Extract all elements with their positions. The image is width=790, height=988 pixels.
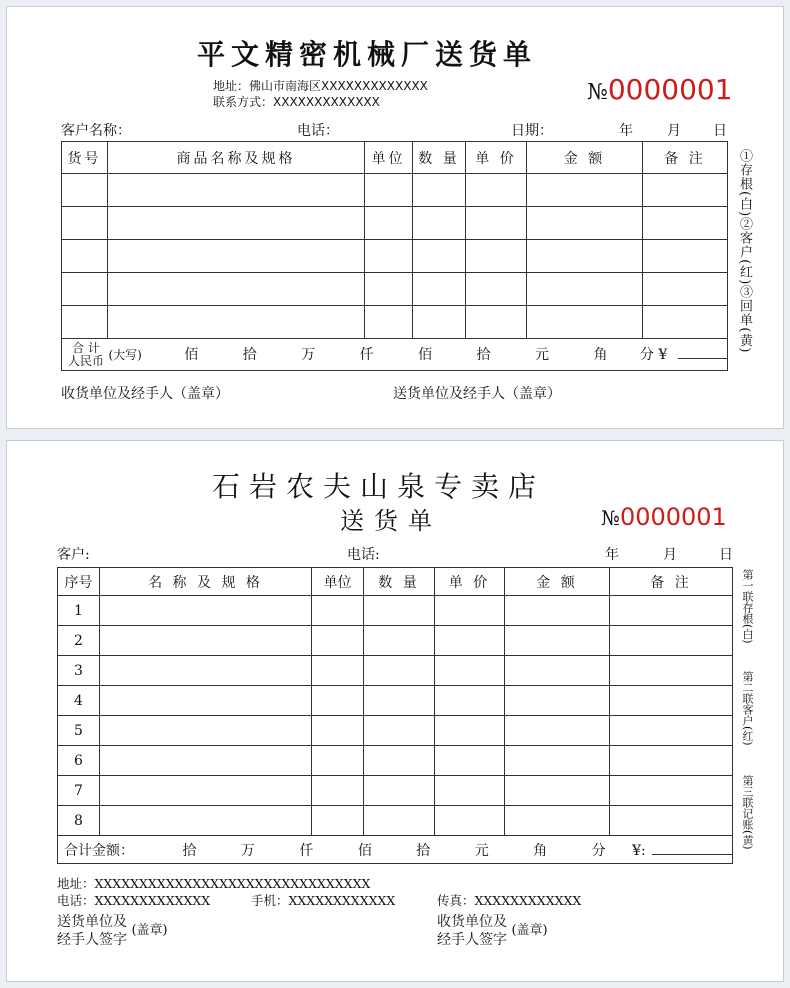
- table-cell[interactable]: [365, 273, 413, 306]
- table-row: [58, 686, 733, 716]
- table-cell[interactable]: [62, 207, 108, 240]
- table-cell[interactable]: [100, 746, 312, 776]
- form2-total-row: [58, 836, 733, 864]
- table-row: [58, 806, 733, 836]
- table-cell[interactable]: [364, 806, 435, 836]
- form2-serial-prefix: №: [601, 506, 620, 530]
- table-row: [58, 776, 733, 806]
- form2-sender-sign-line1: 送货单位及: [57, 914, 127, 930]
- form1-customer-label: 客户名称：: [61, 123, 131, 139]
- table-cell[interactable]: [643, 174, 728, 207]
- form2-fax: 传真：XXXXXXXXXXXX: [437, 893, 582, 908]
- table-cell[interactable]: [505, 686, 610, 716]
- form2-serial: [601, 503, 727, 531]
- form2-receiver-sign-line1: 收货单位及: [437, 914, 507, 930]
- table-cell[interactable]: [505, 596, 610, 626]
- table-cell[interactable]: [466, 174, 527, 207]
- form2-copy-note-2: 第二联客户(红): [741, 671, 754, 746]
- table-cell[interactable]: [505, 746, 610, 776]
- form1-total-cell: [62, 339, 728, 371]
- form1-serial: [587, 73, 733, 106]
- form1-amount-blank[interactable]: [678, 358, 728, 359]
- form1-col-header: 单位: [365, 142, 413, 174]
- form2-customer-label: 客户:: [57, 547, 90, 563]
- table-row: [62, 306, 728, 339]
- form1-address: 地址：佛山市南海区XXXXXXXXXXXXX: [213, 79, 428, 93]
- delivery-note-form-1: [6, 6, 784, 429]
- table-cell[interactable]: [527, 240, 643, 273]
- table-cell[interactable]: [610, 626, 733, 656]
- table-cell[interactable]: [364, 596, 435, 626]
- row-number: 3: [58, 656, 100, 686]
- table-cell[interactable]: [527, 306, 643, 339]
- table-cell[interactable]: [108, 306, 365, 339]
- table-cell[interactable]: [100, 596, 312, 626]
- table-cell[interactable]: [312, 656, 364, 686]
- table-cell[interactable]: [643, 207, 728, 240]
- table-cell[interactable]: [413, 207, 466, 240]
- table-cell[interactable]: [365, 174, 413, 207]
- table-cell[interactable]: [312, 626, 364, 656]
- table-row: [62, 207, 728, 240]
- table-cell[interactable]: [312, 746, 364, 776]
- table-cell[interactable]: [505, 806, 610, 836]
- table-cell[interactable]: [100, 686, 312, 716]
- form2-total-label: 合计金额：: [64, 842, 134, 859]
- delivery-note-form-2: [6, 440, 784, 982]
- form2-address: 地址：XXXXXXXXXXXXXXXXXXXXXXXXXXXXXXX: [57, 876, 371, 891]
- form2-copy-note-1: 第一联存根(白): [741, 569, 754, 644]
- form2-serial-number: 0000001: [619, 503, 727, 531]
- table-cell[interactable]: [108, 240, 365, 273]
- form1-contact: 联系方式：XXXXXXXXXXXXX: [213, 95, 380, 109]
- table-cell[interactable]: [108, 207, 365, 240]
- form2-mobile: 手机：XXXXXXXXXXXX: [251, 893, 396, 908]
- table-cell[interactable]: [610, 806, 733, 836]
- form2-col-header: 备 注: [610, 568, 733, 596]
- amount-unit: 拾: [476, 346, 491, 363]
- form2-date-year: 年: [605, 547, 619, 563]
- table-cell[interactable]: [364, 626, 435, 656]
- table-cell[interactable]: [312, 806, 364, 836]
- table-cell[interactable]: [413, 174, 466, 207]
- table-cell[interactable]: [413, 273, 466, 306]
- table-row: [58, 596, 733, 626]
- table-cell[interactable]: [527, 174, 643, 207]
- table-cell[interactable]: [100, 776, 312, 806]
- row-number: 4: [58, 686, 100, 716]
- form1-serial-number: 0000001: [607, 73, 733, 106]
- table-cell[interactable]: [505, 776, 610, 806]
- table-cell[interactable]: [100, 806, 312, 836]
- table-cell[interactable]: [610, 596, 733, 626]
- table-cell[interactable]: [312, 686, 364, 716]
- amount-unit: 仟: [299, 842, 314, 859]
- row-number: 2: [58, 626, 100, 656]
- table-cell[interactable]: [108, 273, 365, 306]
- table-cell[interactable]: [505, 656, 610, 686]
- table-row: [58, 656, 733, 686]
- table-cell[interactable]: [435, 656, 505, 686]
- amount-unit: 角: [593, 346, 608, 363]
- form1-col-header: 备 注: [643, 142, 728, 174]
- form1-date-label: 日期：: [511, 123, 553, 139]
- form2-col-header: 名 称 及 规 格: [100, 568, 312, 596]
- table-row: [58, 746, 733, 776]
- form2-table-header: [58, 568, 733, 596]
- table-cell[interactable]: [643, 273, 728, 306]
- table-row: [62, 240, 728, 273]
- table-cell[interactable]: [435, 806, 505, 836]
- amount-unit: 仟: [359, 346, 374, 363]
- table-row: [62, 273, 728, 306]
- form2-items-table: [57, 567, 733, 864]
- amount-unit: 万: [301, 346, 316, 363]
- form1-copy-note: ①存根(白)②客户(红)③回单(黄): [737, 149, 752, 354]
- form2-phone-label: 电话:: [347, 547, 380, 563]
- form1-items-table: [61, 141, 728, 371]
- form2-date-day: 日: [719, 547, 733, 563]
- form2-col-header: 单位: [312, 568, 364, 596]
- table-cell[interactable]: [610, 656, 733, 686]
- table-cell[interactable]: [435, 686, 505, 716]
- table-cell[interactable]: [435, 776, 505, 806]
- table-cell[interactable]: [62, 240, 108, 273]
- table-cell[interactable]: [643, 306, 728, 339]
- row-number: 1: [58, 596, 100, 626]
- table-cell[interactable]: [610, 716, 733, 746]
- table-cell[interactable]: [365, 240, 413, 273]
- table-cell[interactable]: [364, 746, 435, 776]
- form1-total-label-line1: 合 计: [72, 340, 100, 355]
- form2-col-header: 单 价: [435, 568, 505, 596]
- form1-date-month: 月: [667, 123, 681, 139]
- amount-unit: 拾: [242, 346, 257, 363]
- table-cell[interactable]: [610, 686, 733, 716]
- table-row: [58, 626, 733, 656]
- amount-unit: 分: [591, 842, 606, 859]
- form2-phone: 电话：XXXXXXXXXXXXX: [57, 893, 211, 908]
- form2-receiver-sign-line2: 经手人签字: [437, 932, 507, 948]
- table-cell[interactable]: [435, 596, 505, 626]
- table-cell[interactable]: [610, 776, 733, 806]
- form1-sender-sign: 送货单位及经手人（盖章）: [393, 386, 561, 402]
- form2-copy-note-3: 第三联记账(黄): [741, 775, 754, 850]
- table-cell[interactable]: [505, 626, 610, 656]
- table-cell[interactable]: [312, 596, 364, 626]
- form1-total-label-line2: 人民币: [68, 353, 105, 368]
- form1-col-header: 商品名称及规格: [108, 142, 365, 174]
- table-cell[interactable]: [466, 240, 527, 273]
- amount-unit: 元: [474, 842, 489, 859]
- table-cell[interactable]: [364, 686, 435, 716]
- table-cell[interactable]: [62, 273, 108, 306]
- table-cell[interactable]: [100, 626, 312, 656]
- amount-unit: 佰: [418, 346, 433, 363]
- table-cell[interactable]: [413, 240, 466, 273]
- form2-date-month: 月: [663, 547, 677, 563]
- table-cell[interactable]: [62, 174, 108, 207]
- form1-total-row: [62, 339, 728, 371]
- form1-col-header: 金 额: [527, 142, 643, 174]
- form1-phone-label: 电话：: [297, 123, 339, 139]
- row-number: 8: [58, 806, 100, 836]
- amount-unit: ¥:: [632, 842, 646, 859]
- form2-title: 石岩农夫山泉专卖店: [212, 470, 546, 503]
- amount-unit: 元: [535, 346, 550, 363]
- table-cell[interactable]: [100, 716, 312, 746]
- table-cell[interactable]: [312, 776, 364, 806]
- form2-receiver-stamp: (盖章): [511, 923, 548, 938]
- amount-unit: 分 ¥: [639, 346, 668, 363]
- table-cell[interactable]: [364, 656, 435, 686]
- row-number: 6: [58, 746, 100, 776]
- table-cell[interactable]: [435, 626, 505, 656]
- form1-col-header: 货号: [62, 142, 108, 174]
- amount-unit: 角: [533, 842, 548, 859]
- table-row: [58, 716, 733, 746]
- amount-unit: 佰: [357, 842, 372, 859]
- table-row: [62, 174, 728, 207]
- table-cell[interactable]: [62, 306, 108, 339]
- form1-serial-prefix: №: [587, 80, 608, 105]
- table-cell[interactable]: [435, 716, 505, 746]
- form1-col-header: 单 价: [466, 142, 527, 174]
- table-cell[interactable]: [505, 716, 610, 746]
- table-cell[interactable]: [365, 306, 413, 339]
- form1-date-day: 日: [713, 123, 727, 139]
- table-cell[interactable]: [364, 776, 435, 806]
- form1-table-header: [62, 142, 728, 174]
- table-cell[interactable]: [108, 174, 365, 207]
- form1-title: 平文精密机械厂送货单: [197, 38, 538, 71]
- form2-subtitle: 送货单: [340, 507, 442, 535]
- table-cell[interactable]: [466, 207, 527, 240]
- table-cell[interactable]: [466, 273, 527, 306]
- table-cell[interactable]: [364, 716, 435, 746]
- table-cell[interactable]: [466, 306, 527, 339]
- amount-unit: 拾: [416, 842, 431, 859]
- form2-sender-sign-line2: 经手人签字: [57, 932, 127, 948]
- table-cell[interactable]: [413, 306, 466, 339]
- form1-col-header: 数 量: [413, 142, 466, 174]
- form2-amount-blank[interactable]: [652, 854, 732, 855]
- table-cell[interactable]: [527, 273, 643, 306]
- table-cell[interactable]: [365, 207, 413, 240]
- table-cell[interactable]: [100, 656, 312, 686]
- form1-date-year: 年: [619, 123, 633, 139]
- table-cell[interactable]: [610, 746, 733, 776]
- table-cell[interactable]: [312, 716, 364, 746]
- amount-unit: 佰: [184, 346, 199, 363]
- row-number: 5: [58, 716, 100, 746]
- form2-col-header: 数 量: [364, 568, 435, 596]
- table-cell[interactable]: [527, 207, 643, 240]
- amount-unit: 万: [240, 842, 255, 859]
- form2-col-header: 序号: [58, 568, 100, 596]
- form2-col-header: 金 额: [505, 568, 610, 596]
- table-cell[interactable]: [643, 240, 728, 273]
- table-cell[interactable]: [435, 746, 505, 776]
- form2-sender-sign: [57, 913, 168, 949]
- form1-receiver-sign: 收货单位及经手人（盖章）: [61, 386, 229, 402]
- form2-sender-stamp: (盖章): [131, 923, 168, 938]
- amount-unit: 拾: [182, 842, 197, 859]
- form1-total-daxie: (大写): [108, 348, 142, 362]
- form2-total-cell: [58, 836, 733, 864]
- form2-receiver-sign: [437, 913, 548, 949]
- row-number: 7: [58, 776, 100, 806]
